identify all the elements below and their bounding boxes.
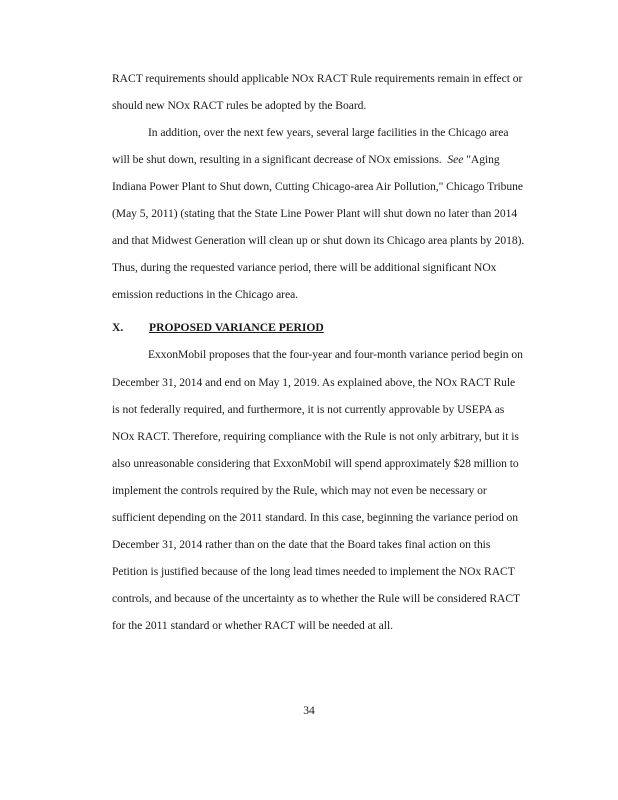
paragraph-3-line-3: is not federally required, and furthermore, it is not currently approvable by USEPA as	[112, 403, 505, 416]
section-title: PROPOSED VARIANCE PERIOD	[149, 321, 324, 334]
section-heading	[112, 321, 324, 335]
page-number: 34	[303, 704, 315, 717]
paragraph-3-line-7: sufficient depending on the 2011 standard. In this case, beginning the variance period on	[112, 511, 519, 524]
paragraph-2-line-1: In addition, over the next few years, several large facilities in the Chicago area	[148, 126, 509, 139]
paragraph-2-line-4: (May 5, 2011) (stating that the State Line Power Plant will shut down no later than 2014	[112, 207, 518, 220]
paragraph-3-line-4: NOx RACT. Therefore, requiring compliance with the Rule is not only arbitrary, but it is	[112, 430, 519, 443]
paragraph-2-line-2-text: will be shut down, resulting in a significant decrease of NOx emissions.	[112, 153, 442, 166]
paragraph-1-line-2: should new NOx RACT rules be adopted by the Board.	[112, 99, 367, 112]
paragraph-2-line-3: Indiana Power Plant to Shut down, Cutting Chicago-area Air Pollution," Chicago Tribune	[112, 180, 524, 193]
section-number: X.	[112, 321, 124, 334]
citation-signal: See	[447, 153, 464, 166]
citation-title-start: "Aging	[466, 153, 500, 166]
paragraph-3-line-8: December 31, 2014 rather than on the date that the Board takes final action on this	[112, 538, 491, 551]
paragraph-2-line-7: emission reductions in the Chicago area.	[112, 288, 299, 301]
paragraph-2-line-2	[112, 153, 578, 167]
paragraph-3-line-1: ExxonMobil proposes that the four-year and four-month variance period begin on	[148, 348, 523, 361]
paragraph-2-line-5: and that Midwest Generation will clean up or shut down its Chicago area plants by 2018).	[112, 234, 525, 247]
paragraph-3-line-11: for the 2011 standard or whether RACT will be needed at all.	[112, 619, 393, 632]
paragraph-3-line-6: implement the controls required by the Rule, which may not even be necessary or	[112, 484, 487, 497]
paragraph-3-line-9: Petition is justified because of the long lead times needed to implement the NOx RACT	[112, 565, 515, 578]
paragraph-3-line-2: December 31, 2014 and end on May 1, 2019. As explained above, the NOx RACT Rule	[112, 376, 516, 389]
paragraph-2-line-6: Thus, during the requested variance period, there will be additional significant NOx	[112, 261, 497, 274]
paragraph-3-line-10: controls, and because of the uncertainty as to whether the Rule will be considered RACT	[112, 592, 521, 605]
paragraph-1-line-1: RACT requirements should applicable NOx RACT Rule requirements remain in effect or	[112, 72, 523, 85]
paragraph-3-line-5: also unreasonable considering that ExxonMobil will spend approximately $28 million to	[112, 457, 519, 470]
